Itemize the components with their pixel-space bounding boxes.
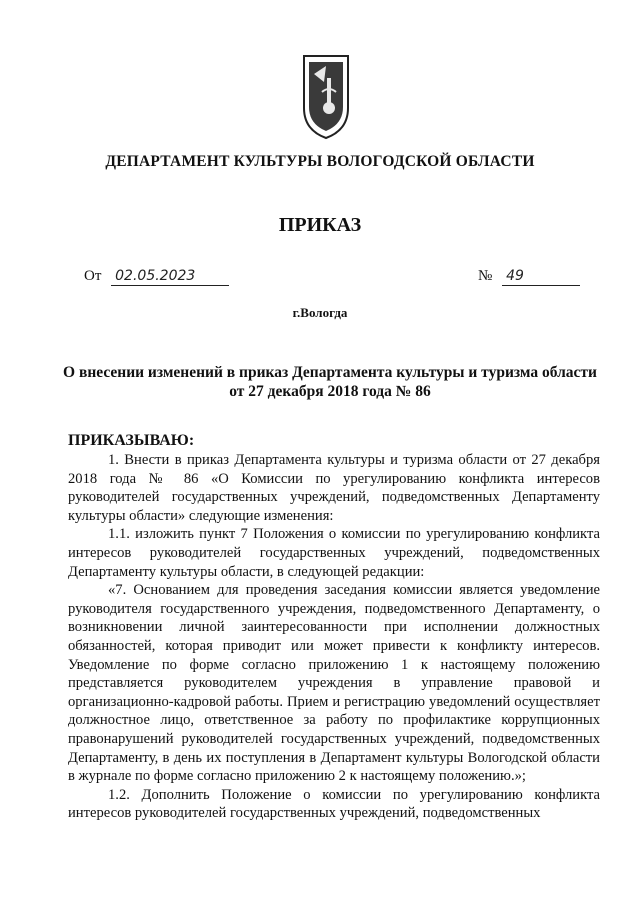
coat-of-arms-icon xyxy=(300,52,352,142)
order-body xyxy=(68,451,600,823)
handwritten-number: 49 xyxy=(502,268,580,286)
date-line xyxy=(84,268,229,286)
paragraph: 1. Внести в приказ Департамента культуры и туризма области от 27 декабря 2018 года № 86 «О Комиссии по урегулированию конфликта интересов руководителей государственных учреждений, подведомственных Департаменту культуры области» следующие изменения: xyxy=(68,452,600,524)
date-prefix: От xyxy=(84,268,102,284)
number-line xyxy=(478,268,580,286)
number-prefix: № xyxy=(478,268,493,284)
order-heading: ПРИКАЗЫВАЮ: xyxy=(68,432,195,449)
department-title: ДЕПАРТАМЕНТ КУЛЬТУРЫ ВОЛОГОДСКОЙ ОБЛАСТИ xyxy=(105,153,535,170)
city-label: г.Вологда xyxy=(292,305,348,320)
handwritten-date: 02.05.2023 xyxy=(111,268,229,286)
paragraph: «7. Основанием для проведения заседания комиссии является уведомление руководителя государственного учреждения, подведомственного Департаменту, о возникновении личной заинтересованности при исполнении должностных обязанностей, которая приводит или может привести к конфликту интересов. Уведомление по форме согласно приложению 1 к настоящему положению представляется руководителем учреждения в управление правовой и организационно-кадровой работы. Прием и регистрацию уведомлений осуществляет должностное лицо, ответственное за работу по профилактике коррупционных правонарушений руководителей государственных учреждений, подведомственных Департаменту, в день их поступления в Департамент культуры Вологодской области в журнале по форме согласно приложению 2 к настоящему положению.»; xyxy=(68,582,600,785)
paragraph: 1.1. изложить пункт 7 Положения о комиссии по урегулированию конфликта интересов руководителей государственных учреждений, подведомственных Департаменту культуры области, в следующей редакции: xyxy=(68,526,600,580)
order-subject: О внесении изменений в приказ Департамента культуры и туризма области от 27 декабря 2018 года № 86 xyxy=(63,364,597,400)
document-type: ПРИКАЗ xyxy=(278,214,362,236)
paragraph: 1.2. Дополнить Положение о комиссии по урегулированию конфликта интересов руководителей государственных учреждений, подведомственных xyxy=(68,786,600,822)
